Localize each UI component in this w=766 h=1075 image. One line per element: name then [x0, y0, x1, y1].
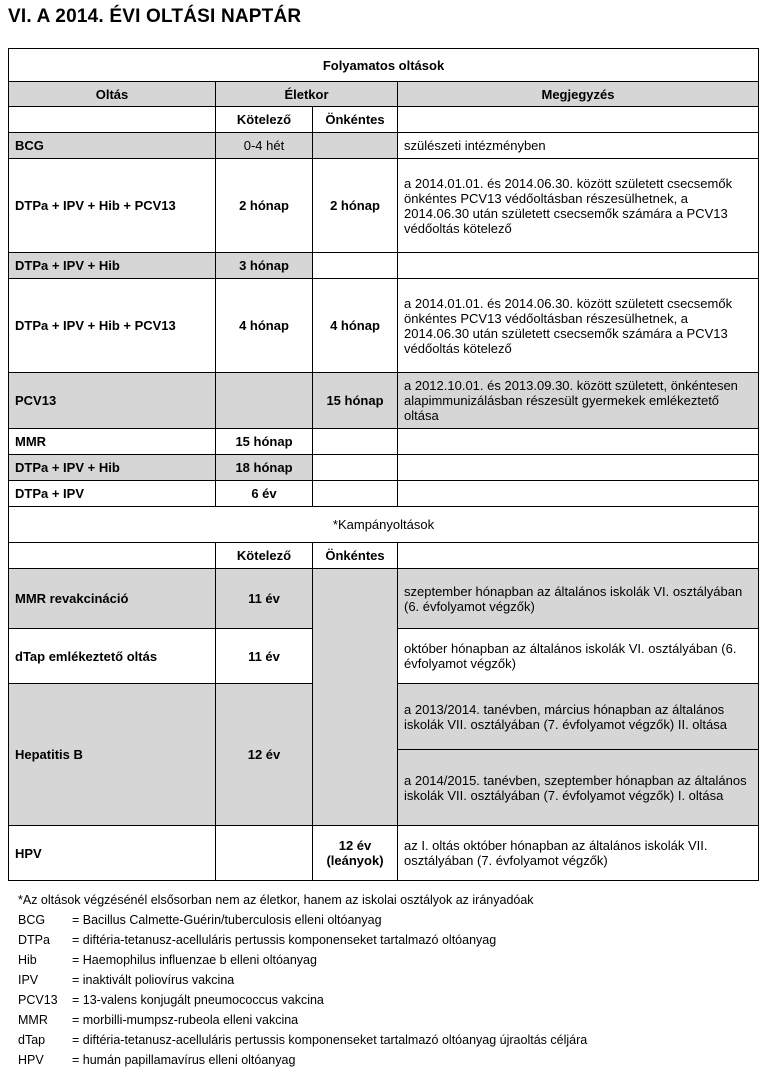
legend-item [18, 1030, 587, 1050]
legend-intro: *Az oltások végzésénél elsősorban nem az életkor, hanem az iskolai osztályok az irányadóak [18, 893, 534, 907]
legend-abbr: HPV [18, 1053, 44, 1067]
table-row [9, 253, 759, 279]
legend-item [18, 930, 587, 950]
note-cell [398, 253, 759, 279]
legend-item [18, 990, 587, 1010]
voluntary-age-cell: 2 hónap [313, 159, 398, 253]
campaign-row [9, 826, 759, 881]
table-row [9, 429, 759, 455]
vaccination-schedule-table [8, 48, 759, 881]
vaccine-cell: DTPa + IPV + Hib [9, 455, 216, 481]
empty-cell [9, 543, 216, 569]
mandatory-age-cell: 6 év [216, 481, 313, 507]
legend-item [18, 950, 587, 970]
legend-abbr: IPV [18, 973, 39, 987]
legend-abbr: MMR [18, 1013, 48, 1027]
empty-cell [9, 107, 216, 133]
note-cell: szeptember hónapban az általános iskolák VI. osztályában (6. évfolyamot végzők) [398, 569, 759, 629]
col-header-voluntary: Önkéntes [313, 543, 398, 569]
page-title: VI. A 2014. ÉVI OLTÁSI NAPTÁR [8, 6, 302, 27]
section-header-campaign: *Kampányoltások [9, 507, 759, 543]
note-cell: a 2013/2014. tanévben, március hónapban az általános iskolák VII. osztályában (7. évfolyamot végzők) II. oltása [398, 684, 759, 750]
mandatory-age-cell: 11 év [216, 629, 313, 684]
note-cell: a 2014.01.01. és 2014.06.30. között született csecsemők önkéntes PCV13 védőoltásban részesülhetnek, a 2014.06.30 után született csecsemők számára a PCV13 védőoltás kötelező [398, 159, 759, 253]
legend-abbr: dTap [18, 1033, 46, 1047]
empty-cell [398, 107, 759, 133]
legend-def: = humán papillamavírus elleni oltóanyag [72, 1053, 296, 1067]
col-header-vaccine: Oltás [9, 82, 216, 107]
mandatory-age-cell: 11 év [216, 569, 313, 629]
legend-item [18, 910, 587, 930]
vaccine-cell: dTap emlékeztető oltás [9, 629, 216, 684]
vaccine-cell: DTPa + IPV [9, 481, 216, 507]
legend-abbr: DTPa [18, 933, 50, 947]
mandatory-age-cell: 4 hónap [216, 279, 313, 373]
mandatory-age-cell [216, 373, 313, 429]
vaccine-cell: DTPa + IPV + Hib [9, 253, 216, 279]
col-header-mandatory: Kötelező [216, 543, 313, 569]
vaccine-cell: PCV13 [9, 373, 216, 429]
note-cell [398, 455, 759, 481]
legend-item [18, 970, 587, 990]
vaccine-cell: MMR [9, 429, 216, 455]
voluntary-age-line: (leányok) [326, 853, 384, 868]
note-cell: szülészeti intézményben [398, 133, 759, 159]
legend-def: = diftéria-tetanusz-acelluláris pertussis komponenseket tartalmazó oltóanyag [72, 933, 497, 947]
mandatory-age-cell [216, 826, 313, 881]
mandatory-age-cell: 3 hónap [216, 253, 313, 279]
note-cell: a 2014.01.01. és 2014.06.30. között született csecsemők önkéntes PCV13 védőoltásban részesülhetnek, a 2014.06.30 után született csecsemők számára a PCV13 védőoltás kötelező [398, 279, 759, 373]
vaccine-cell: DTPa + IPV + Hib + PCV13 [9, 159, 216, 253]
vaccine-cell: Hepatitis B [9, 684, 216, 826]
table-row [9, 279, 759, 373]
legend-def: = morbilli-mumpsz-rubeola elleni vakcina [72, 1013, 299, 1027]
voluntary-age-cell [313, 481, 398, 507]
note-cell: a 2012.10.01. és 2013.09.30. között született, önkéntesen alapimmunizálásban részesült gyermekek emlékeztető oltása [398, 373, 759, 429]
legend-abbr: Hib [18, 953, 37, 967]
col-header-voluntary: Önkéntes [313, 107, 398, 133]
mandatory-age-cell: 2 hónap [216, 159, 313, 253]
voluntary-age-cell [313, 455, 398, 481]
mandatory-age-cell: 15 hónap [216, 429, 313, 455]
legend-def: = Bacillus Calmette-Guérin/tuberculosis elleni oltóanyag [72, 913, 382, 927]
mandatory-age-cell: 12 év [216, 684, 313, 826]
legend-abbr: PCV13 [18, 993, 58, 1007]
legend-abbr: BCG [18, 913, 46, 927]
table-row [9, 481, 759, 507]
note-cell [398, 481, 759, 507]
note-cell: október hónapban az általános iskolák VI. osztályában (6. évfolyamot végzők) [398, 629, 759, 684]
note-cell [398, 429, 759, 455]
legend-def: = Haemophilus influenzae b elleni oltóanyag [72, 953, 317, 967]
voluntary-age-cell [313, 253, 398, 279]
table-row [9, 455, 759, 481]
vaccine-cell: DTPa + IPV + Hib + PCV13 [9, 279, 216, 373]
voluntary-age-line: 12 év [338, 838, 372, 853]
section-header-continuous: Folyamatos oltások [9, 49, 759, 82]
legend-def: = 13-valens konjugált pneumococcus vakcina [72, 993, 324, 1007]
voluntary-age-cell [313, 569, 398, 826]
table-row [9, 133, 759, 159]
vaccine-cell: BCG [9, 133, 216, 159]
abbreviation-legend [18, 890, 587, 1070]
vaccine-cell: HPV [9, 826, 216, 881]
mandatory-age-cell: 0-4 hét [216, 133, 313, 159]
note-cell: a 2014/2015. tanévben, szeptember hónapban az általános iskolák VII. osztályában (7. évfolyamot végzők) I. oltása [398, 750, 759, 826]
col-header-age: Életkor [216, 82, 398, 107]
empty-cell [398, 543, 759, 569]
voluntary-age-cell [313, 133, 398, 159]
legend-item [18, 1050, 587, 1070]
col-header-mandatory: Kötelező [216, 107, 313, 133]
note-cell: az I. oltás október hónapban az általános iskolák VII. osztályában (7. évfolyamot végzők) [398, 826, 759, 881]
campaign-row [9, 569, 759, 629]
legend-def: = diftéria-tetanusz-acelluláris pertussis komponenseket tartalmazó oltóanyag újraoltás céljára [72, 1033, 588, 1047]
mandatory-age-cell: 18 hónap [216, 455, 313, 481]
vaccine-cell: MMR revakcináció [9, 569, 216, 629]
voluntary-age-cell [313, 826, 398, 881]
legend-item [18, 1010, 587, 1030]
table-row [9, 159, 759, 253]
voluntary-age-cell [313, 429, 398, 455]
legend-def: = inaktivált poliovírus vakcina [72, 973, 235, 987]
table-row [9, 373, 759, 429]
voluntary-age-cell: 4 hónap [313, 279, 398, 373]
voluntary-age-cell: 15 hónap [313, 373, 398, 429]
col-header-note: Megjegyzés [398, 82, 759, 107]
